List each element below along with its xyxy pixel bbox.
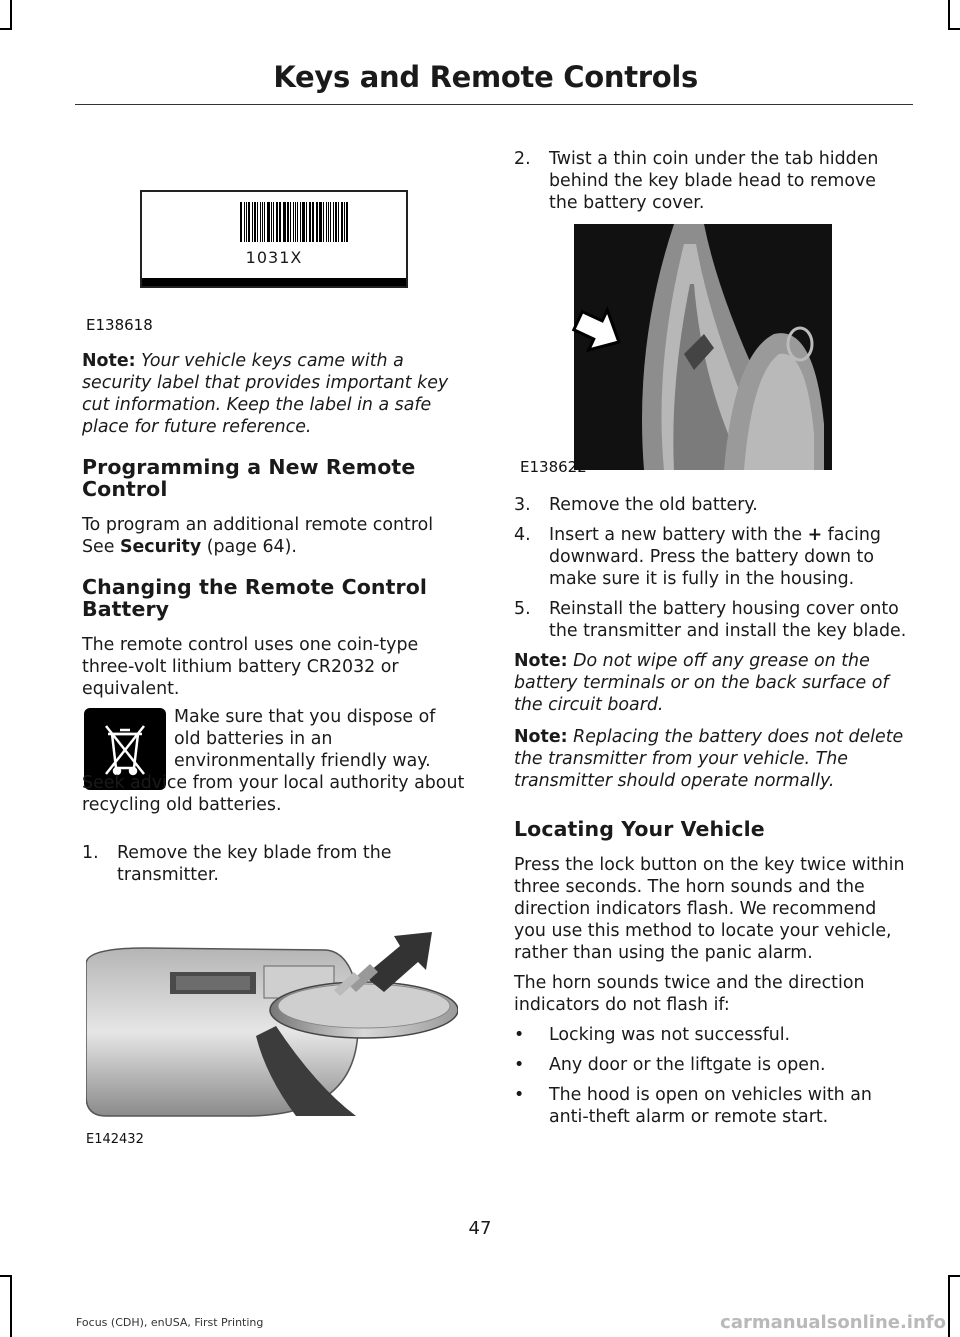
barcode-bar: [313, 202, 314, 242]
edition-text: Focus (CDH), enUSA, First Printing: [76, 1316, 264, 1329]
barcode-bar: [273, 202, 274, 242]
barcode-bar: [328, 202, 330, 242]
crop-mark: [948, 1275, 960, 1277]
barcode-bar: [254, 202, 256, 242]
page-title: Keys and Remote Controls: [273, 60, 698, 94]
list-number: 3.: [514, 495, 531, 515]
recycle-text: Make sure that you dispose of old batteries in an environmentally friendly way.: [174, 707, 436, 771]
programming-paragraph: [82, 514, 466, 558]
barcode-bar: [279, 202, 280, 242]
figure-code: E138622: [520, 458, 587, 476]
arrow-icon: [572, 306, 624, 354]
crop-mark: [948, 0, 950, 30]
note-replacing: [514, 726, 910, 792]
barcode-bar: [280, 202, 281, 242]
security-link[interactable]: Security: [119, 537, 202, 557]
left-column-text: [82, 350, 466, 700]
barcode-bar: [333, 202, 334, 242]
barcode-bar: [267, 202, 270, 242]
list-item: [514, 494, 910, 516]
note-text: Do not wipe off any grease on the battery terminals or on the back surface of the circuit board.: [514, 651, 889, 715]
crop-mark: [0, 1275, 12, 1277]
barcode-bar: [290, 202, 291, 242]
bullet-item: [514, 1024, 910, 1046]
barcode-bar: [344, 202, 345, 242]
barcode-bar: [295, 202, 297, 242]
bullet-icon: •: [514, 1055, 525, 1075]
bullet-text: The hood is open on vehicles with an anti-theft alarm or remote start.: [549, 1085, 872, 1127]
barcode-bar: [252, 202, 253, 242]
crop-mark: [10, 0, 12, 30]
list-text-part: Insert a new battery with the: [549, 525, 808, 545]
barcode-text: 1031X: [245, 248, 303, 267]
list-text: Remove the key blade from the transmitter.: [117, 843, 392, 885]
recycle-advice: Seek advice from your local authority about recycling old batteries.: [82, 773, 465, 815]
barcode-bar: [302, 202, 305, 242]
barcode-icon: [240, 202, 350, 242]
barcode-bar: [309, 202, 311, 242]
watermark: carmanualsonline.info: [720, 1312, 946, 1333]
barcode-bar: [306, 202, 307, 242]
right-column-text: [514, 494, 910, 1128]
note-label: Note:: [514, 727, 568, 747]
battery-removal-illustration: [86, 926, 458, 1126]
bullet-item: [514, 1054, 910, 1076]
barcode-bar: [319, 202, 322, 242]
plus-symbol: +: [807, 525, 823, 545]
barcode-bar: [312, 202, 313, 242]
barcode-bar: [240, 202, 242, 242]
barcode-bar: [264, 202, 265, 242]
crop-mark: [0, 28, 12, 30]
list-number: 4.: [514, 525, 531, 545]
left-column-continued: [82, 772, 466, 886]
barcode-bar: [246, 202, 247, 242]
barcode-bar: [293, 202, 294, 242]
note-text: Replacing the battery does not delete the transmitter from your vehicle. The transmitter should operate normally.: [514, 727, 904, 791]
security-label-illustration: [140, 190, 408, 288]
barcode-bar: [287, 202, 289, 242]
note-grease: [514, 650, 910, 716]
crop-mark: [10, 1277, 12, 1337]
list-number: 2.: [514, 149, 531, 169]
barcode-bar: [300, 202, 301, 242]
figure-code: E138618: [86, 316, 153, 334]
barcode-bar: [323, 202, 324, 242]
crop-mark: [948, 1277, 950, 1337]
barcode-bar: [330, 202, 331, 242]
paragraph-text: (page 64).: [201, 537, 297, 557]
list-item: [514, 148, 910, 214]
note-label: Note:: [514, 651, 568, 671]
section-heading: Locating Your Vehicle: [514, 817, 765, 841]
label-strip: [142, 278, 406, 286]
horn-paragraph: The horn sounds twice and the direction indicators do not flash if:: [514, 973, 865, 1015]
crop-mark: [948, 28, 960, 30]
battery-paragraph: The remote control uses one coin-type three-volt lithium battery CR2032 or equivalent.: [82, 635, 419, 699]
header-rule: [75, 104, 913, 105]
bullet-text: Any door or the liftgate is open.: [549, 1055, 826, 1075]
list-item: [82, 842, 466, 886]
list-item: [514, 598, 910, 642]
section-heading: Programming a New Remote Control: [82, 455, 416, 501]
paragraph-text: To program an additional remote control See: [82, 515, 434, 557]
bullet-item: [514, 1084, 910, 1128]
section-heading: Changing the Remote Control Battery: [82, 575, 428, 621]
barcode-bar: [335, 202, 337, 242]
right-column-top: [514, 148, 910, 214]
barcode-bar: [257, 202, 258, 242]
barcode-bar: [338, 202, 339, 242]
barcode-bar: [276, 202, 278, 242]
barcode-bar: [244, 202, 245, 242]
barcode-bar: [260, 202, 261, 242]
barcode-bar: [262, 202, 264, 242]
barcode-bar: [283, 202, 286, 242]
bullet-icon: •: [514, 1025, 525, 1045]
list-text-part: facing downward. Press the battery down to make sure it is fully in the housing.: [549, 525, 881, 589]
barcode-bar: [326, 202, 327, 242]
figure-code: E142432: [86, 1132, 144, 1147]
list-number: 5.: [514, 599, 531, 619]
bullet-text: Locking was not successful.: [549, 1025, 791, 1045]
note-text: Your vehicle keys came with a security label that provides important key cut information. Keep the label in a safe place for future reference.: [82, 351, 449, 437]
locating-paragraph: Press the lock button on the key twice within three seconds. The horn sounds and the direction indicators flash. We recommend you use this method to locate your vehicle, rather than using the panic alarm.: [514, 855, 905, 963]
bullet-icon: •: [514, 1085, 525, 1105]
note-label: Note:: [82, 351, 136, 371]
barcode-bar: [316, 202, 318, 242]
barcode-bar: [271, 202, 272, 242]
barcode-bar: [341, 202, 344, 242]
barcode-bar: [297, 202, 298, 242]
list-text: Reinstall the battery housing cover onto the transmitter and install the key blade.: [549, 599, 907, 641]
list-number: 1.: [82, 843, 99, 863]
barcode-bar: [346, 202, 348, 242]
list-text: [549, 525, 881, 589]
page-number: 47: [468, 1218, 492, 1239]
barcode-bar: [248, 202, 251, 242]
list-text: Remove the old battery.: [549, 495, 758, 515]
note-security-label: [82, 350, 466, 438]
list-text: Twist a thin coin under the tab hidden behind the key blade head to remove the battery cover.: [549, 149, 879, 213]
list-item: [514, 524, 910, 590]
